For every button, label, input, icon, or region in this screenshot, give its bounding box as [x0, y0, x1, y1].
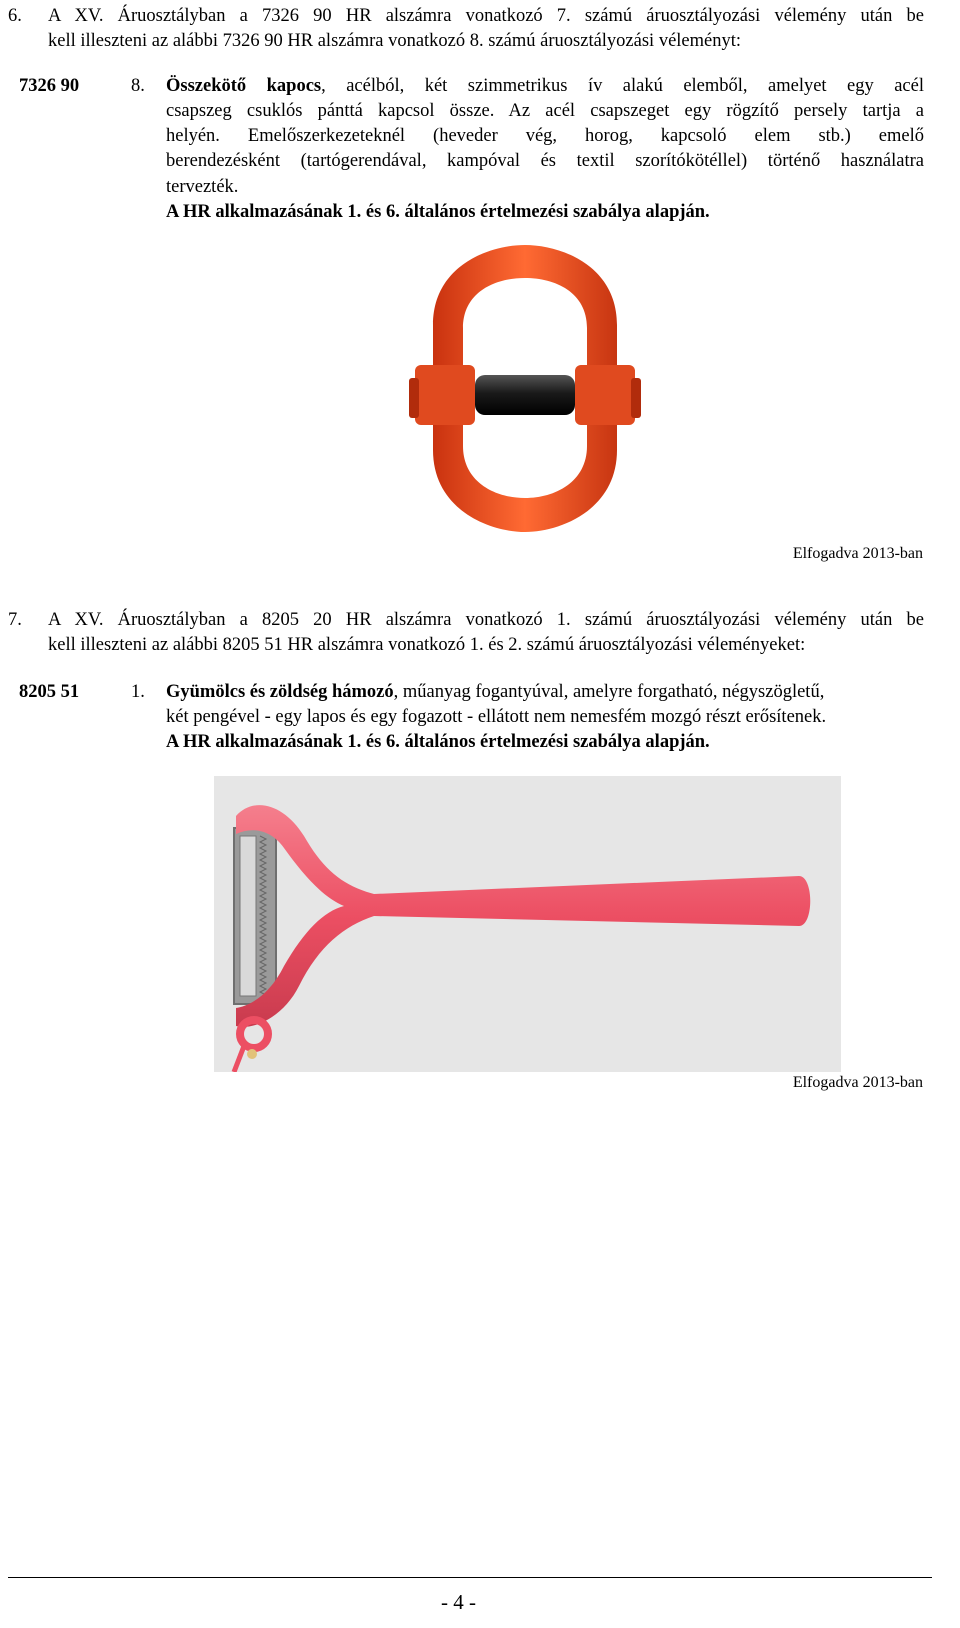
section-6-desc-line-5: tervezték. [166, 177, 239, 197]
peeler-drawing [214, 776, 841, 1072]
section-6-accepted: Elfogadva 2013-ban [792, 545, 923, 562]
footer-divider [8, 1577, 932, 1578]
section-7-basis: A HR alkalmazásának 1. és 6. általános értelmezési szabálya alapján. [166, 732, 710, 752]
section-6-hs-code: 7326 90 [19, 76, 80, 96]
section-7-desc-line-1 [166, 682, 824, 703]
section-6-desc-line-3: helyén. Emelőszerkezeteknél (heveder vég, horog, kapcsoló elem stb.) emelő [166, 126, 924, 146]
section-6-item-name: Összekötő kapocs [166, 76, 322, 96]
section-7-item-number: 1. [131, 682, 145, 702]
section-6-intro-line-2: kell illeszteni az alábbi 7326 90 HR alszámra vonatkozó 8. számú áruosztályozási véleményt: [48, 31, 742, 51]
section-7-intro-line-2: kell illeszteni az alábbi 8205 51 HR alszámra vonatkozó 1. és 2. számú áruosztályozási véleményeket: [48, 635, 806, 655]
section-6-desc-line-4: berendezésként (tartógerendával, kampóval és textil szorítókötéllel) történő használatra [166, 151, 924, 171]
page-number: - 4 - [441, 1590, 476, 1614]
section-6-number: 6. [8, 6, 22, 26]
section-6-intro-line-1: A XV. Áruosztályban a 7326 90 HR alszámra vonatkozó 7. számú áruosztályozási vélemény után be [48, 6, 924, 26]
section-6-desc-line-1-rest: , acélból, két szimmetrikus ív alakú elemből, amelyet egy acél [321, 76, 924, 96]
section-7-item-name: Gyümölcs és zöldség hámozó [166, 682, 394, 702]
section-7-number: 7. [8, 610, 22, 630]
section-7-hs-code: 8205 51 [19, 682, 80, 702]
section-6-desc-line-2: csapszeg csuklós pánttá kapcsol össze. Az acél csapszeget egy rögzítő persely tartja a [166, 101, 924, 121]
section-6-item-number: 8. [131, 76, 145, 96]
section-6-basis: A HR alkalmazásának 1. és 6. általános értelmezési szabálya alapján. [166, 202, 710, 222]
coupling-link-drawing [395, 240, 655, 540]
section-7-accepted: Elfogadva 2013-ban [792, 1074, 923, 1091]
section-7-desc-line-2: két pengével - egy lapos és egy fogazott - ellátott nem nemesfém mozgó részt erősítenek. [166, 707, 827, 727]
section-6-desc-line-1 [166, 76, 924, 97]
section-7-desc-line-1-rest: , műanyag fogantyúval, amelyre forgatható, négyszögletű, [393, 682, 825, 702]
coupling-link-image [395, 240, 655, 540]
section-7-intro-line-1: A XV. Áruosztályban a 8205 20 HR alszámra vonatkozó 1. számú áruosztályozási vélemény után be [48, 610, 924, 630]
peeler-image [214, 776, 841, 1072]
